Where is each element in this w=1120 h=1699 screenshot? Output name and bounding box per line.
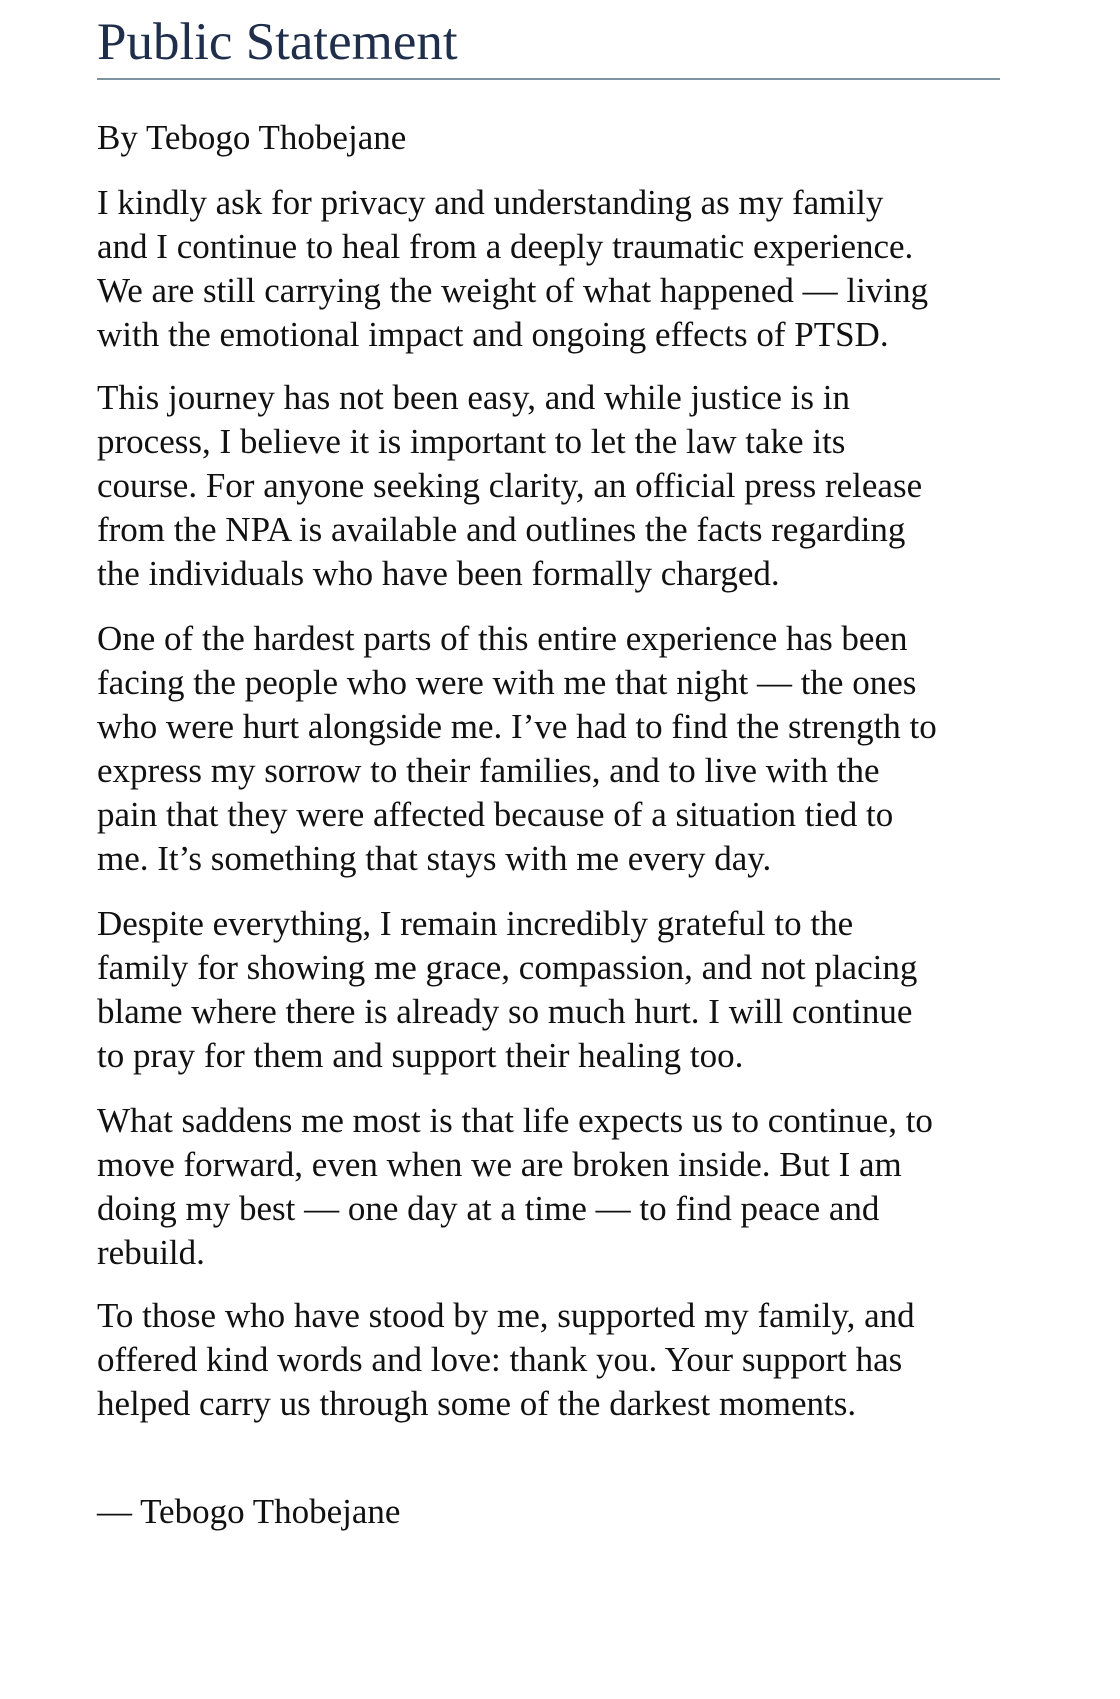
text-line: me. It’s something that stays with me every day. — [97, 839, 772, 878]
text-line: What saddens me most is that life expects us to continue, to — [97, 1101, 933, 1140]
title-divider — [97, 78, 1000, 80]
paragraph-5 — [97, 1099, 933, 1275]
byline: By Tebogo Thobejane — [97, 118, 407, 157]
page-title: Public Statement — [97, 13, 458, 71]
text-line: from the NPA is available and outlines the facts regarding — [97, 510, 906, 549]
text-line: To those who have stood by me, supported my family, and — [97, 1296, 915, 1335]
signature: — Tebogo Thobejane — [97, 1492, 401, 1531]
text-line: move forward, even when we are broken inside. But I am — [97, 1145, 902, 1184]
text-line: course. For anyone seeking clarity, an official press release — [97, 466, 923, 505]
text-line: Despite everything, I remain incredibly grateful to the — [97, 904, 854, 943]
text-line: blame where there is already so much hurt. I will continue — [97, 992, 913, 1031]
text-line: facing the people who were with me that night — the ones — [97, 663, 917, 702]
text-line: offered kind words and love: thank you. Your support has — [97, 1340, 903, 1379]
paragraph-4 — [97, 902, 917, 1078]
text-line: process, I believe it is important to let the law take its — [97, 422, 846, 461]
text-line: and I continue to heal from a deeply traumatic experience. — [97, 227, 914, 266]
text-line: One of the hardest parts of this entire experience has been — [97, 619, 908, 658]
text-line: I kindly ask for privacy and understanding as my family — [97, 183, 884, 222]
text-line: helped carry us through some of the darkest moments. — [97, 1384, 857, 1423]
text-line: the individuals who have been formally charged. — [97, 554, 780, 593]
text-line: We are still carrying the weight of what happened — living — [97, 271, 929, 310]
paragraph-6 — [97, 1294, 915, 1426]
text-line: express my sorrow to their families, and to live with the — [97, 751, 880, 790]
paragraph-1 — [97, 181, 928, 357]
text-line: with the emotional impact and ongoing effects of PTSD. — [97, 315, 889, 354]
paragraph-3 — [97, 617, 937, 881]
text-line: rebuild. — [97, 1233, 205, 1272]
text-line: doing my best — one day at a time — to find peace and — [97, 1189, 880, 1228]
text-line: to pray for them and support their healing too. — [97, 1036, 744, 1075]
text-line: This journey has not been easy, and while justice is in — [97, 378, 850, 417]
text-line: who were hurt alongside me. I’ve had to find the strength to — [97, 707, 937, 746]
text-line: pain that they were affected because of a situation tied to — [97, 795, 894, 834]
paragraph-2 — [97, 376, 922, 596]
text-line: family for showing me grace, compassion, and not placing — [97, 948, 918, 987]
